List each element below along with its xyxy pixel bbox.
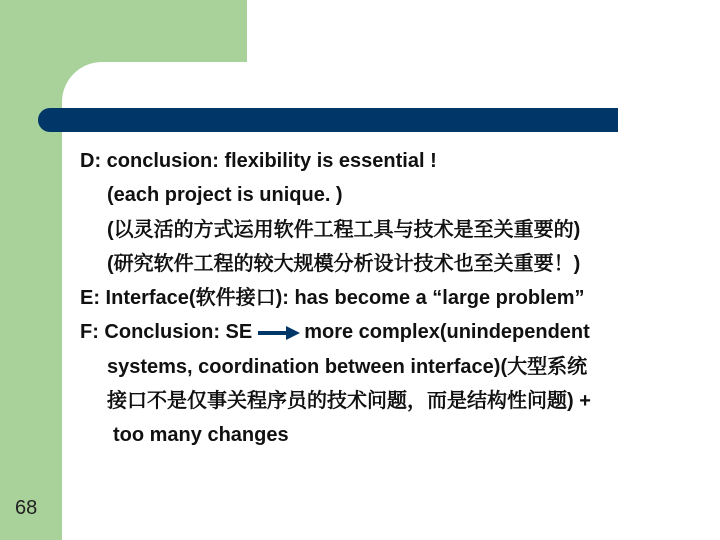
page-number: 68 [15,497,38,519]
text-line-7: systems, coordination between interface)(大型系统 [107,355,588,378]
text-line-6-end: more complex(unindependent [304,321,590,344]
green-sidebar [0,0,62,540]
text-line-4: (研究软件工程的较大规模分析设计技术也至关重要！) [107,252,581,275]
text-line-3: (以灵活的方式运用软件工程工具与技术是至关重要的) [107,218,581,241]
text-line-1: D: conclusion: flexibility is essential ! [80,150,437,172]
text-line-9: too many changes [113,424,289,447]
text-line-5: E: Interface(软件接口): has become a “large problem” [80,287,585,310]
text-line-8: 接口不是仅事关程序员的技术问题，而是结构性问题) + [107,390,591,413]
text-line-2: (each project is unique. ) [107,184,343,207]
title-bar [38,108,618,132]
slide-body [80,144,710,453]
arrow-right-icon [258,326,300,340]
green-header-block [62,0,247,62]
text-line-6 [80,315,710,349]
text-line-6-start: F: Conclusion: SE [80,321,253,344]
